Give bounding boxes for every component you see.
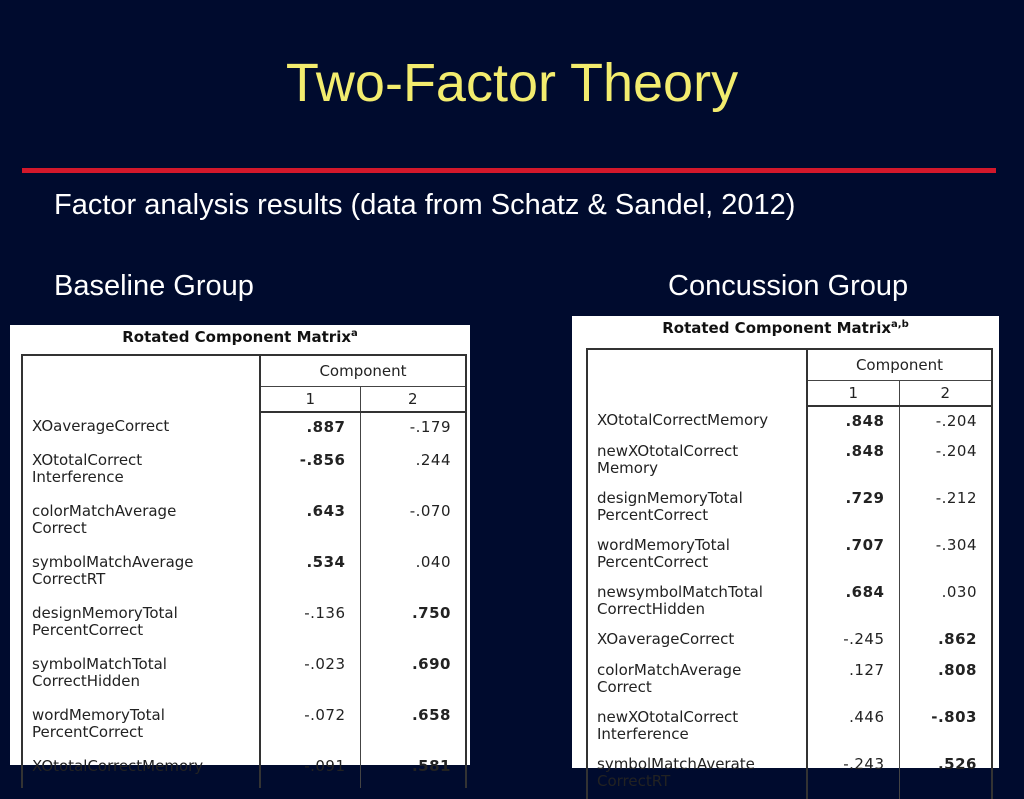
- table-row: [22, 448, 466, 499]
- component-1-loading: -.023: [260, 652, 360, 703]
- component-1-loading: .707: [807, 533, 899, 580]
- table-row: [587, 580, 992, 627]
- row-label: symbolMatchAverate CorrectRT: [587, 752, 807, 799]
- table-row: [587, 439, 992, 486]
- component-1-loading: -.091: [260, 754, 360, 788]
- table-row: [22, 652, 466, 703]
- header-row: [587, 349, 992, 381]
- component-header: Component: [807, 349, 992, 381]
- header-blank-cell: [587, 349, 807, 406]
- component-1-loading: .848: [807, 406, 899, 439]
- row-label: newXOtotalCorrect Memory: [587, 439, 807, 486]
- row-label: XOaverageCorrect: [22, 412, 260, 448]
- column-2-header: 2: [360, 387, 466, 413]
- row-label: colorMatchAverage Correct: [587, 658, 807, 705]
- table-row: [587, 705, 992, 752]
- baseline-matrix-title-footnote: a: [351, 328, 358, 339]
- component-header: Component: [260, 355, 466, 387]
- component-2-loading: -.212: [899, 486, 992, 533]
- component-1-loading: .446: [807, 705, 899, 752]
- row-label: XOaverageCorrect: [587, 627, 807, 658]
- component-2-loading: .862: [899, 627, 992, 658]
- component-2-loading: -.179: [360, 412, 466, 448]
- baseline-matrix-panel: [10, 325, 470, 775]
- table-row: [22, 499, 466, 550]
- concussion-matrix-panel: [572, 316, 999, 790]
- concussion-matrix-title-text: Rotated Component Matrix: [662, 319, 892, 337]
- table-row: [587, 533, 992, 580]
- baseline-matrix-title-text: Rotated Component Matrix: [122, 328, 352, 346]
- table-row: [587, 486, 992, 533]
- row-label: XOtotalCorrectMemory: [22, 754, 260, 788]
- component-2-loading: .244: [360, 448, 466, 499]
- table-row: [22, 601, 466, 652]
- baseline-group-label: Baseline Group: [54, 270, 254, 302]
- component-2-loading: -.204: [899, 439, 992, 486]
- table-row: [587, 752, 992, 799]
- component-2-loading: .808: [899, 658, 992, 705]
- row-label: newXOtotalCorrect Interference: [587, 705, 807, 752]
- component-1-loading: -.856: [260, 448, 360, 499]
- slide-subtitle: Factor analysis results (data from Schatz & Sandel, 2012): [54, 189, 796, 221]
- component-1-loading: .848: [807, 439, 899, 486]
- component-2-loading: -.070: [360, 499, 466, 550]
- table-row: [22, 703, 466, 754]
- component-2-loading: .690: [360, 652, 466, 703]
- baseline-matrix-title: [10, 328, 470, 346]
- row-label: newsymbolMatchTotal CorrectHidden: [587, 580, 807, 627]
- table-row: [587, 627, 992, 658]
- row-label: wordMemoryTotal PercentCorrect: [587, 533, 807, 580]
- concussion-matrix-title-footnote: a,b: [891, 319, 909, 330]
- component-2-loading: .040: [360, 550, 466, 601]
- row-label: designMemoryTotal PercentCorrect: [22, 601, 260, 652]
- row-label: wordMemoryTotal PercentCorrect: [22, 703, 260, 754]
- table-row: [22, 412, 466, 448]
- row-label: symbolMatchAverage CorrectRT: [22, 550, 260, 601]
- component-1-loading: .643: [260, 499, 360, 550]
- component-2-loading: .030: [899, 580, 992, 627]
- component-2-loading: -.204: [899, 406, 992, 439]
- column-1-header: 1: [807, 381, 899, 407]
- row-label: XOtotalCorrectMemory: [587, 406, 807, 439]
- slide-title: Two-Factor Theory: [285, 53, 739, 113]
- column-1-header: 1: [260, 387, 360, 413]
- header-blank-cell: [22, 355, 260, 412]
- row-label: XOtotalCorrect Interference: [22, 448, 260, 499]
- concussion-group-label: Concussion Group: [668, 270, 909, 302]
- component-2-loading: .750: [360, 601, 466, 652]
- header-row: [22, 355, 466, 387]
- table-row: [22, 754, 466, 788]
- title-divider: [22, 168, 996, 173]
- baseline-rotated-component-matrix: [21, 354, 467, 788]
- component-1-loading: .887: [260, 412, 360, 448]
- component-2-loading: -.803: [899, 705, 992, 752]
- component-1-loading: .534: [260, 550, 360, 601]
- row-label: symbolMatchTotal CorrectHidden: [22, 652, 260, 703]
- component-1-loading: -.072: [260, 703, 360, 754]
- row-label: colorMatchAverage Correct: [22, 499, 260, 550]
- concussion-rotated-component-matrix: [586, 348, 993, 799]
- component-2-loading: -.304: [899, 533, 992, 580]
- table-row: [587, 406, 992, 439]
- table-row: [587, 658, 992, 705]
- table-row: [22, 550, 466, 601]
- component-1-loading: .684: [807, 580, 899, 627]
- component-1-loading: .127: [807, 658, 899, 705]
- component-1-loading: .729: [807, 486, 899, 533]
- component-1-loading: -.243: [807, 752, 899, 799]
- row-label: designMemoryTotal PercentCorrect: [587, 486, 807, 533]
- component-2-loading: .526: [899, 752, 992, 799]
- component-1-loading: -.136: [260, 601, 360, 652]
- component-2-loading: .658: [360, 703, 466, 754]
- column-2-header: 2: [899, 381, 992, 407]
- component-1-loading: -.245: [807, 627, 899, 658]
- component-2-loading: .581: [360, 754, 466, 788]
- concussion-matrix-title: [572, 319, 999, 337]
